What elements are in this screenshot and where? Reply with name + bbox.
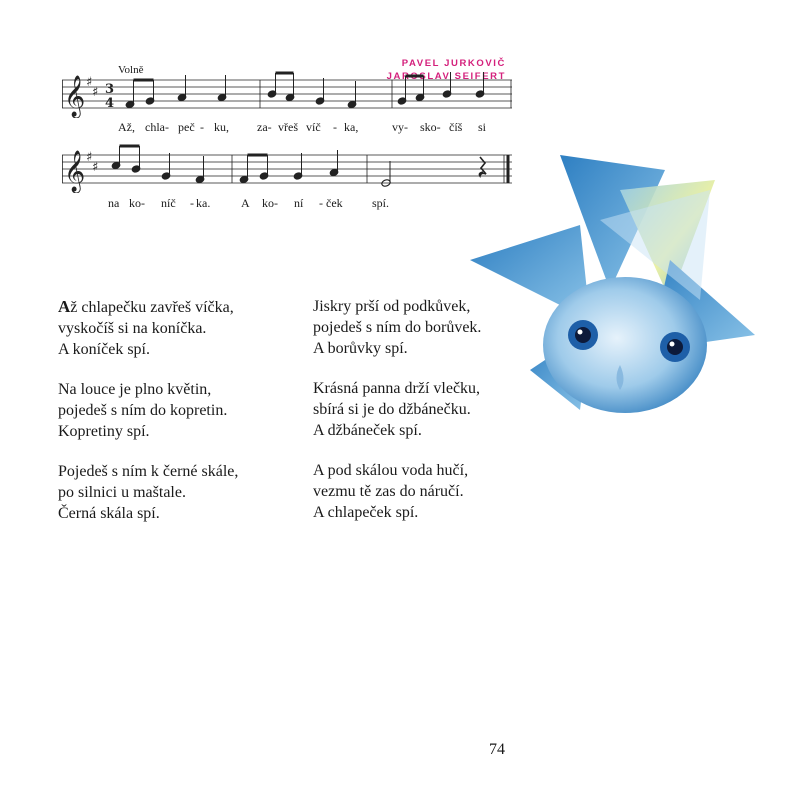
svg-text:♯: ♯ (92, 85, 99, 100)
poem-right-column (313, 296, 543, 542)
poem-line: vyskočíš si na koníčka. (58, 320, 207, 337)
stanza (58, 296, 288, 360)
lyric-syllable: číš (449, 120, 463, 134)
stanza (58, 461, 288, 524)
lyric-syllable: si (478, 120, 487, 134)
treble-clef-icon: 𝄞 (64, 151, 86, 192)
drop-initial: A (58, 297, 71, 316)
key-signature (86, 75, 98, 100)
stanza (313, 460, 543, 523)
poem-line: Kopretiny spí. (58, 423, 150, 440)
lyric-syllable: - (190, 196, 194, 210)
stanza (58, 379, 288, 442)
lyric-syllable: vy- (392, 120, 408, 134)
poem-line: A džbáneček spí. (313, 422, 422, 439)
lyric-syllable: - (333, 120, 337, 134)
poem-line: Pojedeš s ním k černé skále, (58, 463, 239, 480)
page-number: 74 (489, 741, 505, 758)
lyric-syllable: spí. (372, 196, 390, 210)
notes-staff-2 (111, 146, 486, 187)
tempo-marking: Volně (118, 64, 144, 76)
poem-line: pojedeš s ním do borůvek. (313, 319, 482, 336)
poem-line: Krásná panna drží vlečku, (313, 380, 481, 397)
lyric-syllable: ní (294, 196, 304, 210)
poem-line: Na louce je plno květin, (58, 381, 212, 398)
svg-text:♯: ♯ (86, 150, 93, 165)
svg-text:4: 4 (105, 96, 115, 111)
poem-line: A pod skálou voda hučí, (313, 462, 469, 479)
lyric-syllable: - (200, 120, 204, 134)
poem-line: A borůvky spí. (313, 340, 408, 357)
poem-left-column (58, 296, 288, 543)
svg-text:♯: ♯ (92, 160, 99, 175)
lyric-syllable: ček (326, 196, 343, 210)
lyric-syllable: ku, (214, 120, 229, 134)
poem-line (58, 296, 288, 318)
poem-line: Černá skála spí. (58, 505, 160, 522)
lyric-syllable: - (319, 196, 323, 210)
poem-line: po silnici u maštale. (58, 484, 186, 501)
poem-line-rest: ž chlapečku zavřeš víčka, (70, 299, 234, 316)
lyric-syllable: sko- (420, 120, 441, 134)
lyric-syllable: ko- (129, 196, 145, 210)
poem-line: sbírá si je do džbánečku. (313, 401, 471, 418)
lyric-syllable: ko- (262, 196, 278, 210)
svg-text:3: 3 (105, 82, 115, 97)
notes-staff-1 (125, 72, 485, 109)
stanza (313, 296, 543, 359)
lyric-syllable: vřeš (278, 120, 298, 134)
svg-text:♯: ♯ (86, 75, 93, 90)
poem-line: vezmu tě zas do náručí. (313, 483, 464, 500)
lyric-syllable: A (241, 196, 250, 210)
poem-line: A chlapeček spí. (313, 504, 419, 521)
poem-line: A koníček spí. (58, 341, 150, 358)
key-signature (86, 150, 98, 175)
lyric-syllable: víč (306, 120, 321, 134)
lyric-syllable: chla- (145, 120, 169, 134)
lyric-syllable: níč (161, 196, 176, 210)
poem-line: Jiskry prší od podkůvek, (313, 298, 471, 315)
lyric-syllable: peč (178, 120, 195, 134)
lyric-syllable: za- (257, 120, 272, 134)
stanza (313, 378, 543, 441)
lyric-syllable: ka, (344, 120, 359, 134)
right-eye-icon (660, 332, 690, 362)
time-signature (105, 82, 114, 111)
composer-name: PAVEL JURKOVIČ (401, 58, 506, 69)
lyricist-name: JAROSLAV SEIFERT (386, 71, 506, 82)
lyric-syllable: na (108, 196, 120, 210)
lyric-syllable: Až, (118, 120, 135, 134)
left-eye-icon (568, 320, 598, 350)
music-staff-1 (62, 68, 512, 118)
poem-line: pojedeš s ním do kopretin. (58, 402, 228, 419)
music-staff-2 (62, 143, 512, 193)
treble-clef-icon: 𝄞 (64, 76, 86, 117)
lyric-syllable: ka. (196, 196, 211, 210)
